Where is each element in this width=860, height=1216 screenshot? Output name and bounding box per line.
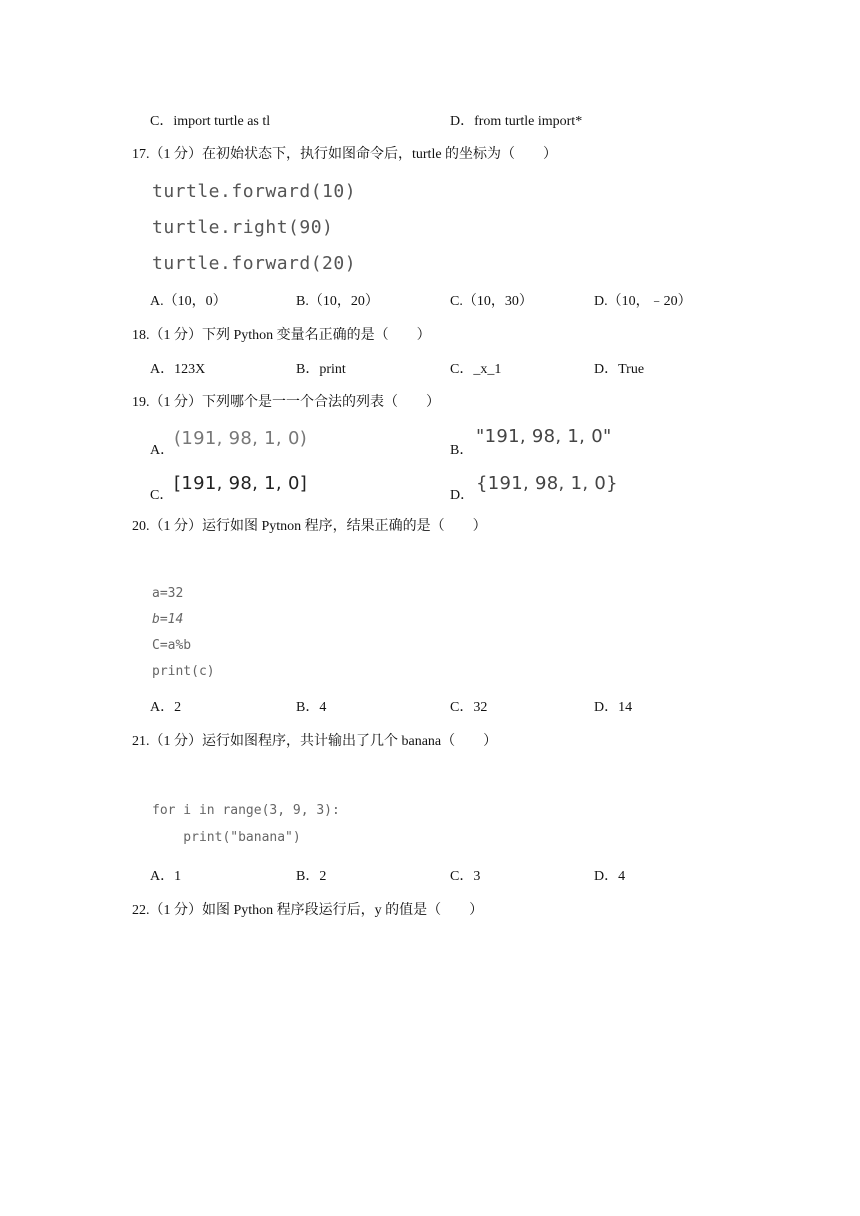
q19-letter-a: A． <box>150 443 175 458</box>
q21-stem: 21.（1 分）运行如图程序，共计输出了几个 banana（ ） <box>132 734 498 749</box>
q18-option-c: C．_x_1 <box>450 362 502 377</box>
q20-code-line-2: b=14 <box>152 612 184 627</box>
q21-option-b: B．2 <box>296 869 327 884</box>
q18-option-d: D．True <box>594 362 645 377</box>
q17-option-c: C.（10，30） <box>450 294 533 309</box>
q18-option-a: A．123X <box>150 362 206 377</box>
q17-stem: 17.（1 分）在初始状态下，执行如图命令后，turtle 的坐标为（ ） <box>132 147 558 162</box>
q20-stem: 20.（1 分）运行如图 Pytnon 程序，结果正确的是（ ） <box>132 519 487 534</box>
q20-code-line-4: print(c) <box>152 664 215 679</box>
q20-option-c: C．32 <box>450 700 488 715</box>
q19-letter-c: C． <box>150 488 174 503</box>
q20-option-a: A．2 <box>150 700 182 715</box>
q19-option-a: (191, 98, 1, 0) <box>174 428 308 449</box>
q21-code-line-2: print("banana") <box>152 830 301 845</box>
q18-option-b: B．print <box>296 362 346 377</box>
q19-option-c: [191, 98, 1, 0] <box>174 473 308 494</box>
q19-option-b: "191, 98, 1, 0" <box>476 426 612 447</box>
q21-code-line-1: for i in range(3, 9, 3): <box>152 803 340 818</box>
q22-stem: 22.（1 分）如图 Python 程序段运行后，y 的值是（ ） <box>132 903 484 918</box>
q17-option-d: D.（10，﹣20） <box>594 294 692 309</box>
q21-option-d: D．4 <box>594 869 626 884</box>
q19-stem: 19.（1 分）下列哪个是一一个合法的列表（ ） <box>132 395 440 410</box>
q20-code-line-1: a=32 <box>152 586 184 601</box>
q21-option-c: C．3 <box>450 869 481 884</box>
q21-option-a: A．1 <box>150 869 182 884</box>
q20-option-d: D．14 <box>594 700 633 715</box>
q17-option-b: B.（10，20） <box>296 294 379 309</box>
q20-code-line-3: C=a%b <box>152 638 192 653</box>
q17-code-line-2: turtle.right(90) <box>152 217 334 238</box>
q19-letter-b: B． <box>450 443 474 458</box>
q19-option-d: {191, 98, 1, 0} <box>476 473 618 494</box>
q17-code-line-3: turtle.forward(20) <box>152 253 357 274</box>
q18-stem: 18.（1 分）下列 Python 变量名正确的是（ ） <box>132 328 431 343</box>
q17-code-line-1: turtle.forward(10) <box>152 181 357 202</box>
q19-letter-d: D． <box>450 488 475 503</box>
q16-option-c: C．import turtle as tl <box>150 114 271 129</box>
q17-option-a: A.（10，0） <box>150 294 227 309</box>
q20-option-b: B．4 <box>296 700 327 715</box>
q16-option-d: D．from turtle import* <box>450 114 583 129</box>
